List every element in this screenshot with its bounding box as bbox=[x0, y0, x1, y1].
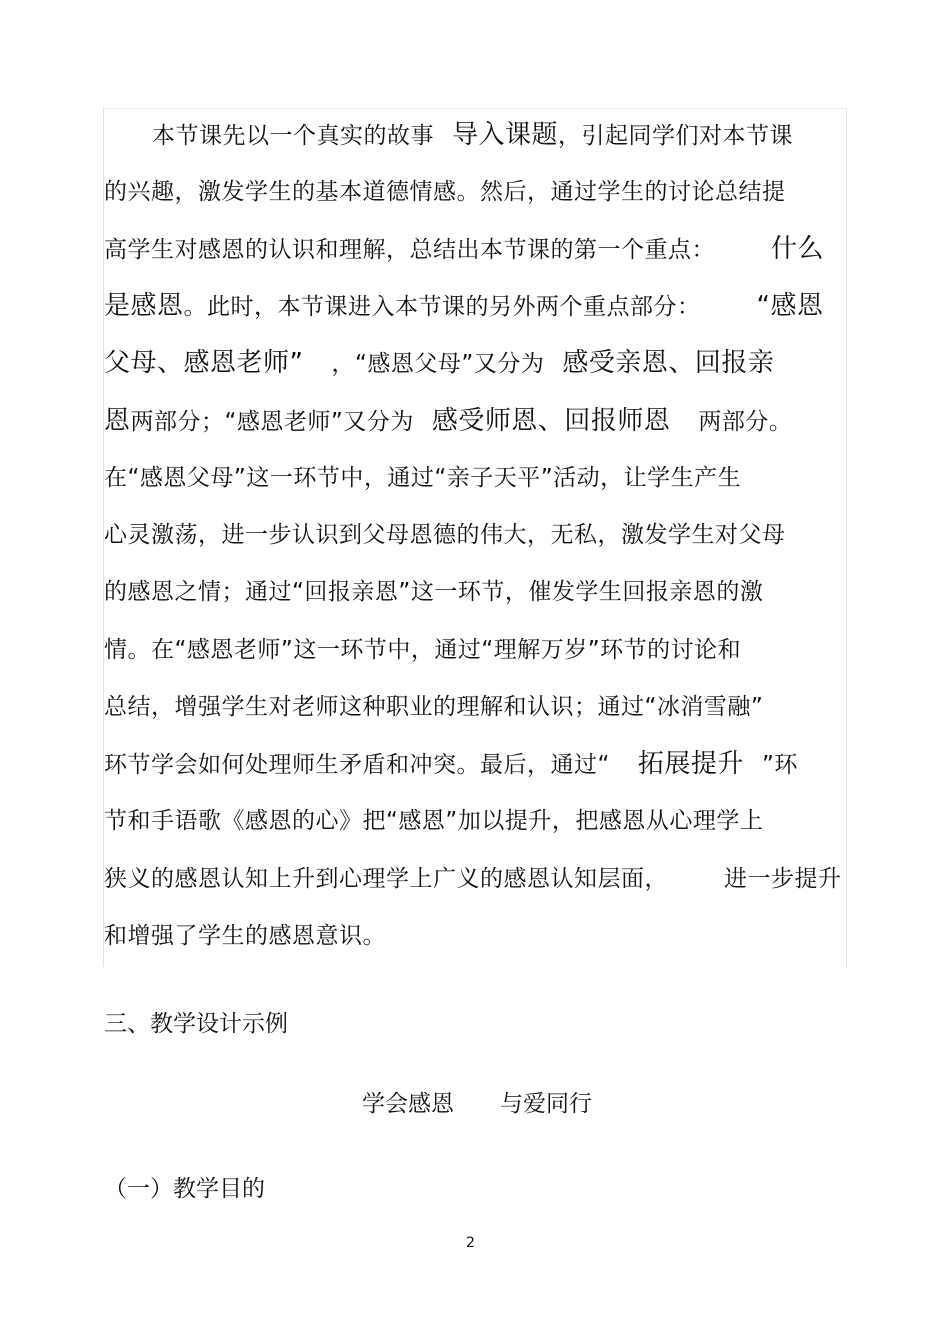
text-run: 两部分。 bbox=[698, 409, 793, 435]
text-run: ”环 bbox=[761, 752, 798, 778]
text-run-emphasis: 什么 bbox=[771, 234, 825, 264]
text-run-emphasis: 父母、感恩老师” bbox=[104, 348, 304, 378]
lesson-title bbox=[362, 1089, 592, 1119]
text-run: ，引起同学们对本节课 bbox=[558, 123, 794, 149]
text-run: 两部分；“感恩老师”又分为 bbox=[130, 409, 414, 435]
subsection-heading: （一）教学目的 bbox=[104, 1176, 265, 1202]
paragraph-line bbox=[104, 291, 824, 322]
paragraph-line: 节和手语歌《感恩的心》把“感恩”加以提升，把感恩从心理学上 bbox=[104, 808, 764, 834]
text-run: 高学生对感恩的认识和理解，总结出本节课的第一个重点： bbox=[104, 237, 715, 263]
page-number: 2 bbox=[466, 1235, 475, 1251]
section-heading: 三、教学设计示例 bbox=[104, 1011, 288, 1037]
paragraph-line: 的感恩之情；通过“回报亲恩”这一环节，催发学生回报亲恩的激 bbox=[104, 579, 764, 605]
text-run: 狭义的感恩认知上升到心理学上广义的感恩认知层面， bbox=[104, 866, 668, 892]
text-run-emphasis: 感受师恩、回报师恩 bbox=[431, 406, 671, 436]
text-run: ，“感恩父母”又分为 bbox=[331, 351, 545, 377]
paragraph-line: 总结，增强学生对老师这种职业的理解和认识；通过“冰消雪融” bbox=[104, 694, 764, 720]
paragraph-line bbox=[104, 120, 793, 151]
paragraph-line: 情。在“感恩老师”这一环节中，通过“理解万岁”环节的讨论和 bbox=[104, 637, 742, 663]
text-run-emphasis: “感恩 bbox=[756, 291, 824, 321]
paragraph-line: 和增强了学生的感恩意识。 bbox=[104, 923, 386, 949]
text-run-emphasis: 拓展提升 bbox=[637, 749, 744, 779]
text-run: 。此时，本节课进入本节课的另外两个重点部分： bbox=[183, 294, 701, 320]
paragraph-line: 心灵激荡，进一步认识到父母恩德的伟大，无私，激发学生对父母 bbox=[104, 522, 786, 548]
paragraph-line bbox=[104, 348, 774, 379]
paragraph-line bbox=[104, 406, 792, 437]
text-run-emphasis: 恩 bbox=[104, 406, 131, 436]
text-run-emphasis: 感受亲恩、回报亲 bbox=[562, 348, 775, 378]
lesson-title-part: 与爱同行 bbox=[500, 1091, 592, 1117]
text-run-emphasis: 是感恩 bbox=[104, 291, 184, 321]
text-run: 进一步提升 bbox=[724, 866, 842, 892]
paragraph-line bbox=[104, 234, 824, 265]
paragraph-line: 的兴趣，激发学生的基本道德情感。然后，通过学生的讨论总结提 bbox=[104, 179, 786, 205]
paragraph-line bbox=[104, 864, 842, 894]
paragraph-line bbox=[104, 749, 798, 780]
text-run: 本节课先以一个真实的故事 bbox=[152, 123, 434, 149]
text-run-emphasis: 导入课题 bbox=[452, 120, 559, 150]
paragraph-line: 在“感恩父母”这一环节中，通过“亲子天平”活动，让学生产生 bbox=[104, 465, 742, 491]
text-run: 环节学会如何处理师生矛盾和冲突。最后，通过“ bbox=[104, 752, 610, 778]
lesson-title-part: 学会感恩 bbox=[362, 1091, 454, 1117]
